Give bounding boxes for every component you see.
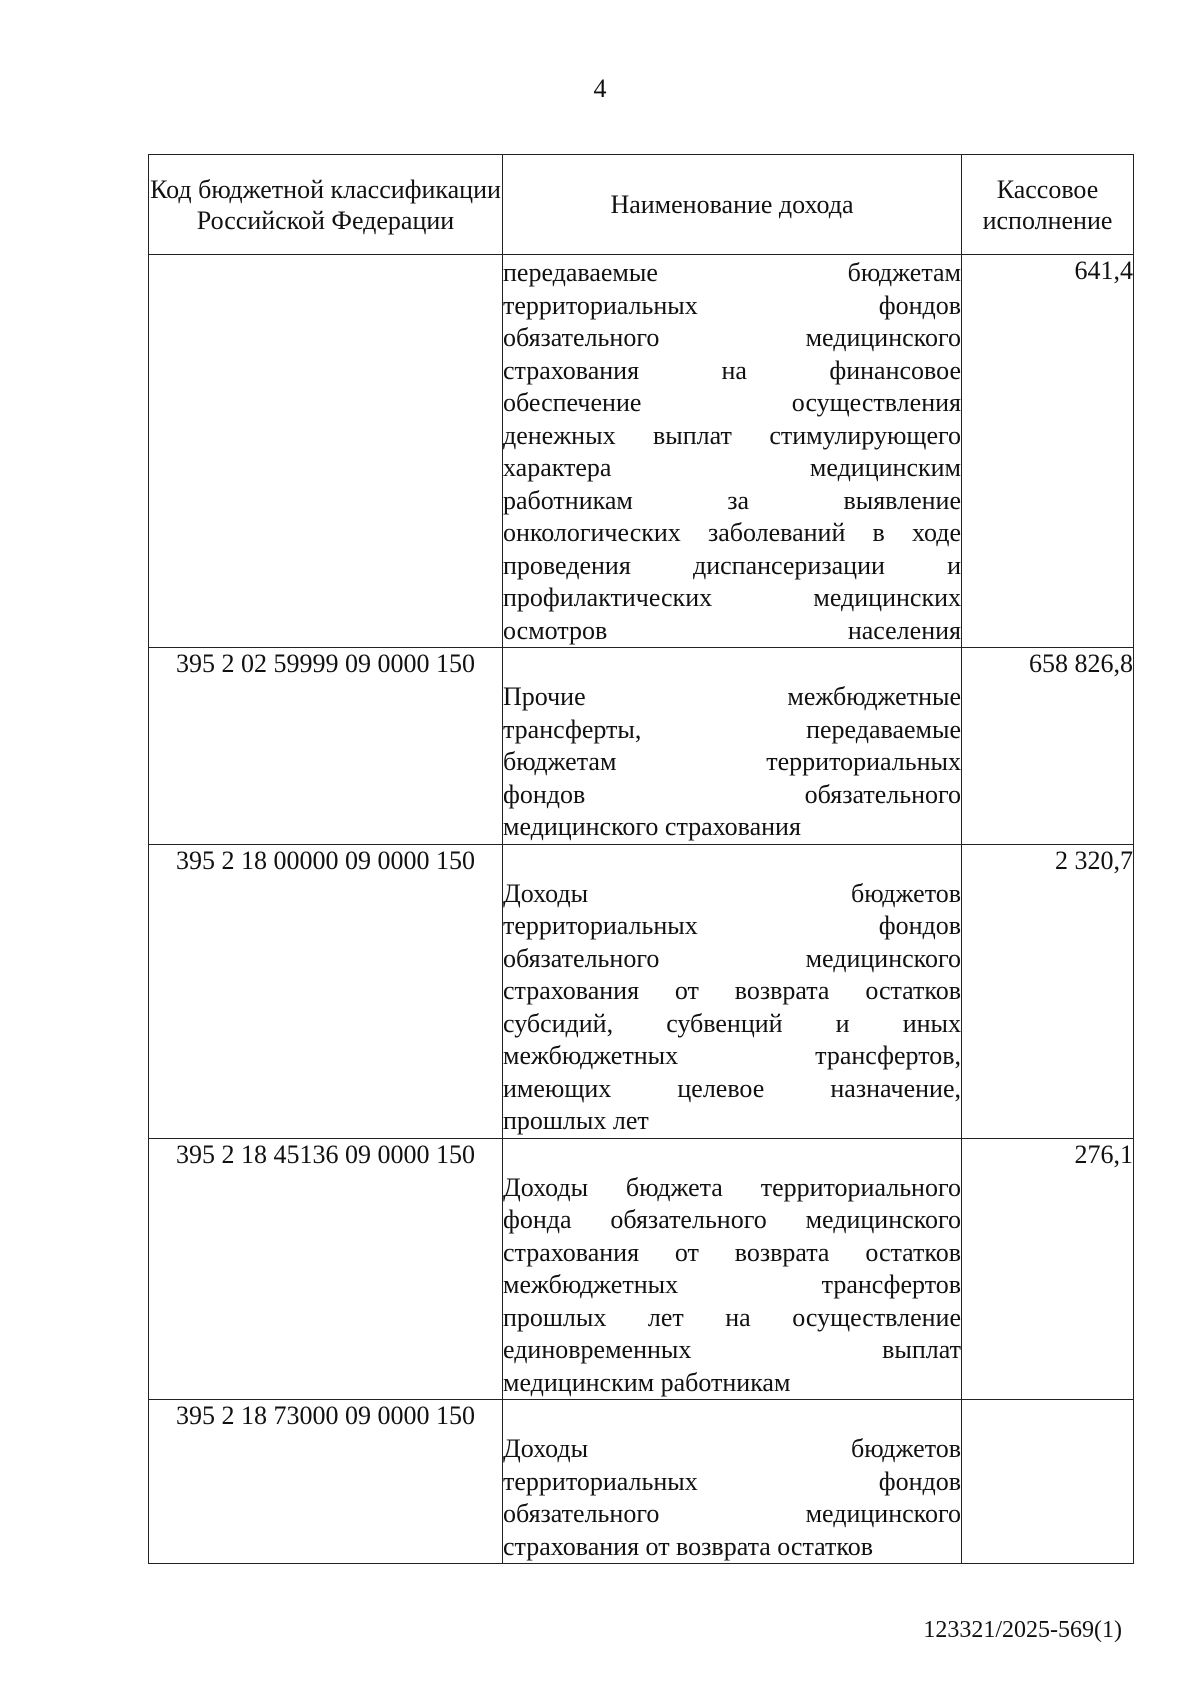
table-header-row [149, 155, 1134, 255]
row-amount: 641,4 [962, 255, 1134, 648]
income-name-line: единовременных выплат [503, 1335, 961, 1364]
income-name-line: онкологических заболеваний в ходе [503, 518, 961, 547]
row-income-name [503, 1138, 962, 1400]
income-name-line: медицинским работникам [503, 1367, 791, 1397]
income-name-line: Доходы бюджетов [503, 878, 961, 908]
table-row [149, 844, 1134, 1138]
row-income-name [503, 255, 962, 648]
income-name-line: страхования от возврата остатков [503, 1237, 961, 1267]
header-name: Наименование дохода [503, 155, 962, 255]
income-name-line: обязательного медицинского [503, 323, 961, 352]
income-name-line: Доходы бюджетов [503, 1434, 961, 1463]
income-name-line: территориальных фондов [503, 290, 961, 320]
row-code [149, 255, 503, 648]
income-name-line: межбюджетных трансфертов [503, 1270, 961, 1299]
income-name-line: Прочие межбюджетные [503, 682, 961, 711]
income-name-line: медицинского страхования [503, 812, 801, 841]
row-code: 395 2 02 59999 09 0000 150 [149, 648, 503, 845]
income-name-line: фонда обязательного медицинского [503, 1205, 961, 1234]
header-code: Код бюджетной классификации Российской Федерации [149, 155, 503, 255]
income-name-line: страхования от возврата остатков [503, 976, 961, 1005]
income-name-line: Доходы бюджета территориального [503, 1172, 961, 1202]
income-name-line: характера медицинским [503, 453, 961, 482]
income-name-line: территориальных фондов [503, 1466, 961, 1496]
row-amount: 2 320,7 [962, 844, 1134, 1138]
income-name-line: фондов обязательного [503, 779, 961, 809]
row-amount: 658 826,8 [962, 648, 1134, 845]
budget-table [148, 154, 1134, 1564]
row-income-name [503, 648, 962, 845]
income-name-line: территориальных фондов [503, 911, 961, 940]
income-name-line: межбюджетных трансфертов, [503, 1041, 961, 1070]
income-name-line: страхования от возврата остатков [503, 1531, 873, 1561]
income-name-line: обязательного медицинского [503, 1499, 961, 1528]
row-amount [962, 1400, 1134, 1564]
income-name-line: имеющих целевое назначение, [503, 1073, 961, 1103]
row-income-name [503, 844, 962, 1138]
row-code: 395 2 18 45136 09 0000 150 [149, 1138, 503, 1400]
income-name-line: передаваемые бюджетам [503, 258, 961, 287]
header-amount: Кассовое исполнение [962, 155, 1134, 255]
page-number: 4 [593, 74, 607, 103]
row-income-name [503, 1400, 962, 1564]
income-name-line: субсидий, субвенций и иных [503, 1008, 961, 1038]
row-code: 395 2 18 73000 09 0000 150 [149, 1400, 503, 1564]
income-name-line: профилактических медицинских [503, 583, 961, 612]
row-code: 395 2 18 00000 09 0000 150 [149, 844, 503, 1138]
income-name-line: обязательного медицинского [503, 943, 961, 973]
income-name-line: проведения диспансеризации и [503, 550, 961, 580]
document-id: 123321/2025-569(1) [923, 1617, 1122, 1643]
table-row [149, 1138, 1134, 1400]
income-name-line: прошлых лет на осуществление [503, 1302, 961, 1332]
income-name-line: бюджетам территориальных [503, 747, 961, 776]
income-name-line: работникам за выявление [503, 485, 961, 515]
table-row [149, 1400, 1134, 1564]
table-row [149, 255, 1134, 648]
income-name-line: прошлых лет [503, 1106, 649, 1135]
table-row [149, 648, 1134, 845]
income-name-line: осмотров населения [503, 615, 961, 645]
row-amount: 276,1 [962, 1138, 1134, 1400]
income-name-line: денежных выплат стимулирующего [503, 420, 961, 450]
income-name-line: трансферты, передаваемые [503, 714, 961, 744]
income-name-line: обеспечение осуществления [503, 388, 961, 417]
income-name-line: страхования на финансовое [503, 355, 961, 385]
